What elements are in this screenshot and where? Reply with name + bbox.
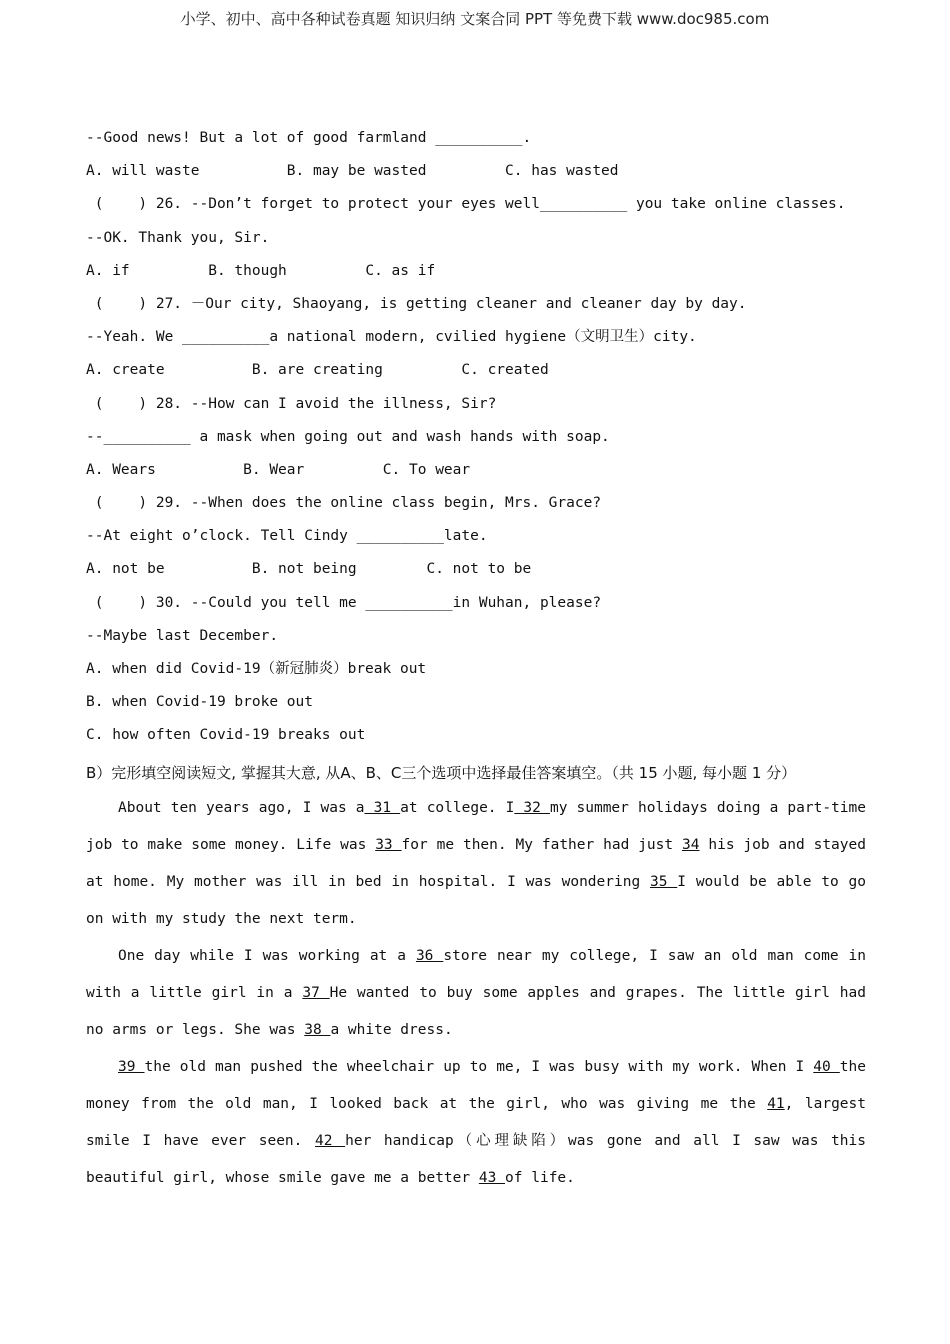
blank-34: 34: [682, 836, 700, 853]
blank-36: 36: [415, 947, 444, 964]
question-line: --Good news! But a lot of good farmland __________.: [86, 130, 532, 146]
passage-paragraph-1: About ten years ago, I was a 31 at college. I 32 my summer holidays doing a part-time job to make some money. Life was 33 for me then. My father had just 34 his job and stayed at home. My mother was ill in bed in hospital. I was wondering 35 I would be able to go on with my study the next term.: [86, 799, 866, 927]
blank-31: 31: [364, 799, 401, 816]
blank-43: 43: [478, 1169, 506, 1186]
blank-37: 37: [302, 984, 330, 1001]
blank-32: 32: [514, 799, 550, 816]
option-b: B. when Covid-19 broke out: [86, 694, 313, 711]
options-line: A. will waste B. may be wasted C. has wasted: [86, 163, 619, 180]
blank-40: 40: [813, 1058, 840, 1075]
section-b-instruction: B）完形填空阅读短文, 掌握其大意, 从A、B、C三个选项中选择最佳答案填空。（共 15 小题, 每小题 1 分）: [86, 763, 797, 782]
question-28: ( ) 28. --How can I avoid the illness, Sir?: [86, 395, 497, 412]
options-line: A. Wears B. Wear C. To wear: [86, 461, 471, 478]
dialogue-line: --Yeah. We __________a national modern, cvilied hygiene（文明卫生）city.: [86, 329, 697, 346]
dialogue-line: --Maybe last December.: [86, 627, 279, 644]
options-line: A. if B. though C. as if: [86, 262, 436, 279]
blank-33: 33: [375, 836, 402, 853]
question-26: ( ) 26. --Don’t forget to protect your eyes well__________ you take online classes.: [86, 196, 846, 213]
dialogue-line: --OK. Thank you, Sir.: [86, 229, 270, 246]
options-line: A. create B. are creating C. created: [86, 362, 549, 379]
options-line: A. not be B. not being C. not to be: [86, 561, 532, 578]
option-a: A. when did Covid-19（新冠肺炎）break out: [86, 661, 427, 677]
dialogue-line: --__________ a mask when going out and wash hands with soap.: [86, 428, 610, 445]
dialogue-line: --At eight o’clock. Tell Cindy __________late.: [86, 528, 488, 545]
passage-paragraph-2: One day while I was working at a 36 store near my college, I saw an old man come in with a little girl in a 37 He wanted to buy some apples and grapes. The little girl had no arms or legs. She was 38 a white dress.: [86, 947, 866, 1038]
question-29: ( ) 29. --When does the online class begin, Mrs. Grace?: [86, 495, 602, 512]
question-30: ( ) 30. --Could you tell me __________in Wuhan, please?: [86, 594, 602, 611]
blank-42: 42: [315, 1132, 346, 1149]
exam-page: [86, 125, 866, 1197]
passage-paragraph-3: 39 the old man pushed the wheelchair up to me, I was busy with my work. When I 40 the money from the old man, I looked back at the girl, who was giving me the 41, largest smile I have ever seen. 42 her handicap（心理缺陷）was gone and all I saw was this beautiful girl, whose smile gave me a better 43 of life.: [86, 1058, 866, 1186]
site-header-banner: 小学、初中、高中各种试卷真题 知识归纳 文案合同 PPT 等免费下载 www.doc985.com: [180, 10, 770, 28]
blank-41: 41: [767, 1095, 785, 1112]
blank-38: 38: [304, 1021, 331, 1038]
blank-35: 35: [650, 873, 678, 890]
blank-39: 39: [118, 1058, 145, 1075]
option-c: C. how often Covid-19 breaks out: [86, 727, 366, 744]
question-27: ( ) 27. －Our city, Shaoyang, is getting cleaner and cleaner day by day.: [86, 295, 747, 312]
